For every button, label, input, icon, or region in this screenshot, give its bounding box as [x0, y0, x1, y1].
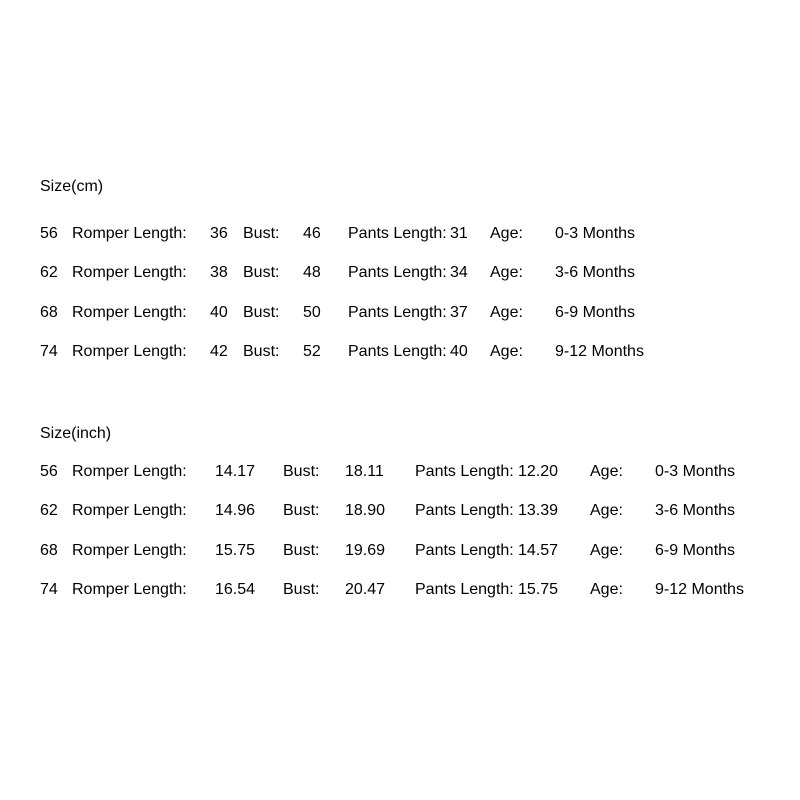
romper-length-value: 14.17: [215, 462, 256, 480]
pants-length-label: Pants Length:: [415, 541, 514, 559]
pants-length-value: 34: [450, 264, 468, 282]
bust-value: 52: [303, 343, 321, 361]
age-value: 9-12 Months: [555, 343, 644, 361]
bust-value: 50: [303, 303, 321, 321]
pants-length-value: 14.57: [518, 541, 559, 559]
age-label: Age:: [590, 581, 623, 599]
size-value: 68: [40, 541, 58, 559]
bust-value: 20.47: [345, 581, 386, 599]
romper-length-value: 38: [210, 264, 228, 282]
age-label: Age:: [490, 264, 523, 282]
size-inch-title: Size(inch): [40, 425, 112, 442]
bust-label: Bust:: [283, 581, 320, 599]
bust-label: Bust:: [243, 264, 280, 282]
pants-length-value: 40: [450, 343, 468, 361]
pants-length-value: 13.39: [518, 502, 559, 520]
bust-label: Bust:: [283, 462, 320, 480]
age-label: Age:: [490, 343, 523, 361]
pants-length-value: 15.75: [518, 581, 559, 599]
size-value: 74: [40, 581, 58, 599]
age-label: Age:: [490, 303, 523, 321]
pants-length-label: Pants Length:: [348, 224, 447, 242]
age-label: Age:: [590, 541, 623, 559]
age-value: 0-3 Months: [655, 462, 736, 480]
romper-length-value: 15.75: [215, 541, 256, 559]
romper-length-label: Romper Length:: [72, 224, 187, 242]
size-value: 68: [40, 303, 58, 321]
age-label: Age:: [590, 502, 623, 520]
bust-value: 18.90: [345, 502, 386, 520]
age-value: 3-6 Months: [655, 502, 736, 520]
pants-length-label: Pants Length:: [348, 303, 447, 321]
romper-length-label: Romper Length:: [72, 462, 187, 480]
bust-value: 46: [303, 224, 321, 242]
age-value: 0-3 Months: [555, 224, 636, 242]
romper-length-value: 40: [210, 303, 228, 321]
pants-length-label: Pants Length:: [348, 264, 447, 282]
size-row: [40, 293, 800, 333]
size-value: 62: [40, 502, 58, 520]
bust-value: 48: [303, 264, 321, 282]
bust-label: Bust:: [283, 502, 320, 520]
bust-label: Bust:: [243, 224, 280, 242]
age-label: Age:: [490, 224, 523, 242]
romper-length-label: Romper Length:: [72, 502, 187, 520]
size-row: [40, 571, 800, 611]
pants-length-value: 31: [450, 224, 468, 242]
size-row: [40, 254, 800, 294]
size-value: 56: [40, 462, 58, 480]
age-value: 3-6 Months: [555, 264, 636, 282]
bust-label: Bust:: [243, 343, 280, 361]
age-value: 6-9 Months: [655, 541, 736, 559]
romper-length-value: 16.54: [215, 581, 256, 599]
bust-value: 19.69: [345, 541, 386, 559]
pants-length-label: Pants Length:: [415, 581, 514, 599]
pants-length-label: Pants Length:: [348, 343, 447, 361]
size-value: 56: [40, 224, 58, 242]
size-value: 62: [40, 264, 58, 282]
size-value: 74: [40, 343, 58, 361]
age-value: 6-9 Months: [555, 303, 636, 321]
romper-length-label: Romper Length:: [72, 343, 187, 361]
size-row: [40, 492, 800, 532]
age-value: 9-12 Months: [655, 581, 744, 599]
romper-length-label: Romper Length:: [72, 303, 187, 321]
size-row: [40, 333, 800, 373]
romper-length-value: 36: [210, 224, 228, 242]
romper-length-value: 14.96: [215, 502, 256, 520]
pants-length-label: Pants Length:: [415, 462, 514, 480]
size-row: [40, 452, 800, 492]
size-cm-title: Size(cm): [40, 178, 104, 195]
size-inch-section: [0, 452, 800, 610]
pants-length-value: 37: [450, 303, 468, 321]
size-cm-section: [0, 214, 800, 372]
size-row: [40, 531, 800, 571]
romper-length-label: Romper Length:: [72, 541, 187, 559]
age-label: Age:: [590, 462, 623, 480]
romper-length-label: Romper Length:: [72, 581, 187, 599]
romper-length-value: 42: [210, 343, 228, 361]
bust-value: 18.11: [345, 462, 384, 480]
pants-length-label: Pants Length:: [415, 502, 514, 520]
romper-length-label: Romper Length:: [72, 264, 187, 282]
bust-label: Bust:: [283, 541, 320, 559]
pants-length-value: 12.20: [518, 462, 559, 480]
size-row: [40, 214, 800, 254]
bust-label: Bust:: [243, 303, 280, 321]
